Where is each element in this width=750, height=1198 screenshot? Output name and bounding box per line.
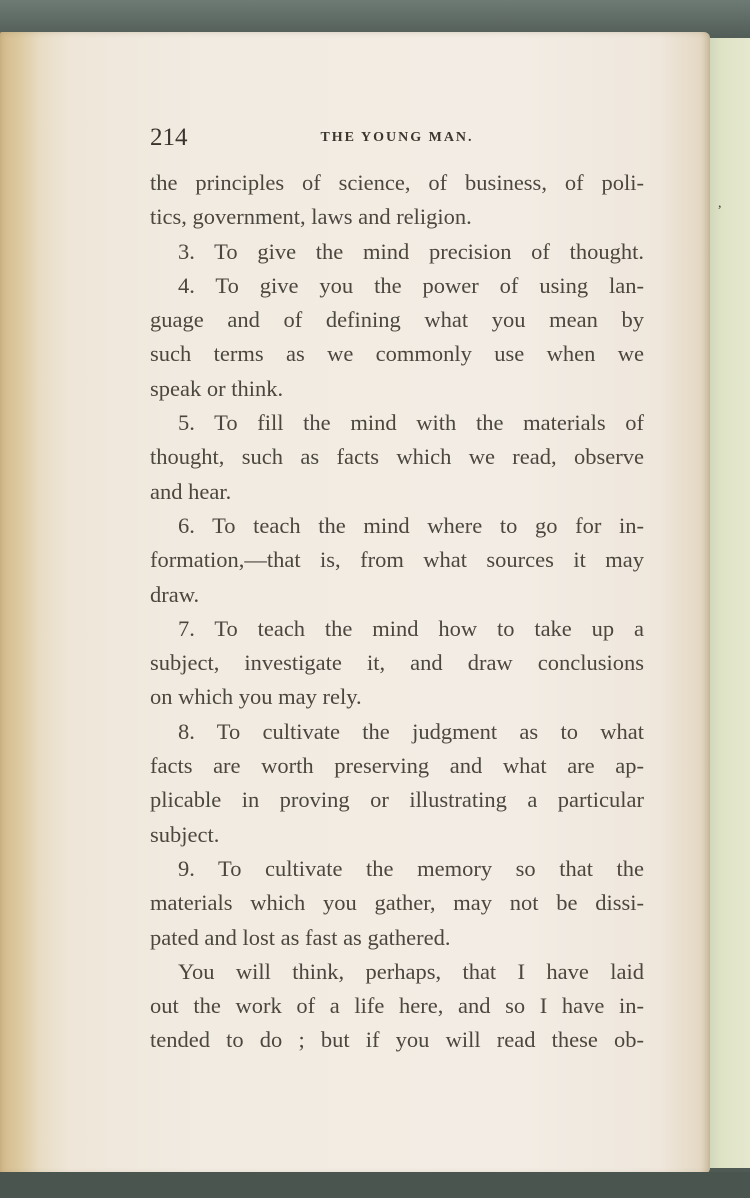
text-line: 9. To cultivate the memory so that the bbox=[178, 855, 644, 881]
text-line: plicable in proving or illustrating a particular bbox=[150, 787, 644, 813]
text-line: subject. bbox=[150, 821, 220, 847]
text-line: materials which you gather, may not be dissi- bbox=[150, 890, 644, 916]
scan-background-bottom bbox=[0, 1172, 750, 1198]
text-line: draw. bbox=[150, 581, 200, 607]
text-line: the principles of science, of business, of poli- bbox=[150, 170, 644, 195]
text-line: facts are worth preserving and what are ap- bbox=[150, 753, 644, 779]
text-line: tics, government, laws and religion. bbox=[150, 204, 472, 230]
page-body-text bbox=[150, 166, 644, 1058]
text-line: and hear. bbox=[150, 478, 232, 504]
text-line: formation,—that is, from what sources it may bbox=[150, 547, 644, 573]
text-line: 5. To fill the mind with the materials of bbox=[178, 410, 644, 436]
page-number: 214 bbox=[150, 124, 188, 151]
text-line: out the work of a life here, and so I have in- bbox=[150, 993, 644, 1019]
text-line: 8. To cultivate the judgment as to what bbox=[178, 718, 644, 744]
text-line: pated and lost as fast as gathered. bbox=[150, 924, 451, 950]
text-line: You will think, perhaps, that I have laid bbox=[178, 958, 644, 984]
text-line: tended to do ; but if you will read these ob- bbox=[150, 1027, 644, 1053]
page-header bbox=[150, 124, 644, 154]
text-line: subject, investigate it, and draw conclusions bbox=[150, 650, 644, 676]
text-line: 4. To give you the power of using lan- bbox=[178, 272, 644, 298]
text-line: on which you may rely. bbox=[150, 684, 362, 710]
text-line: guage and of defining what you mean by bbox=[150, 307, 644, 333]
text-line: 3. To give the mind precision of thought. bbox=[178, 238, 644, 264]
running-head: THE YOUNG MAN. bbox=[320, 130, 474, 145]
facing-page-mark: , bbox=[718, 196, 722, 211]
text-line: 7. To teach the mind how to take up a bbox=[178, 615, 644, 641]
text-line: speak or think. bbox=[150, 375, 284, 401]
text-line: 6. To teach the mind where to go for in- bbox=[178, 512, 644, 538]
text-line: such terms as we commonly use when we bbox=[150, 341, 644, 367]
text-line: thought, such as facts which we read, observe bbox=[150, 444, 644, 470]
